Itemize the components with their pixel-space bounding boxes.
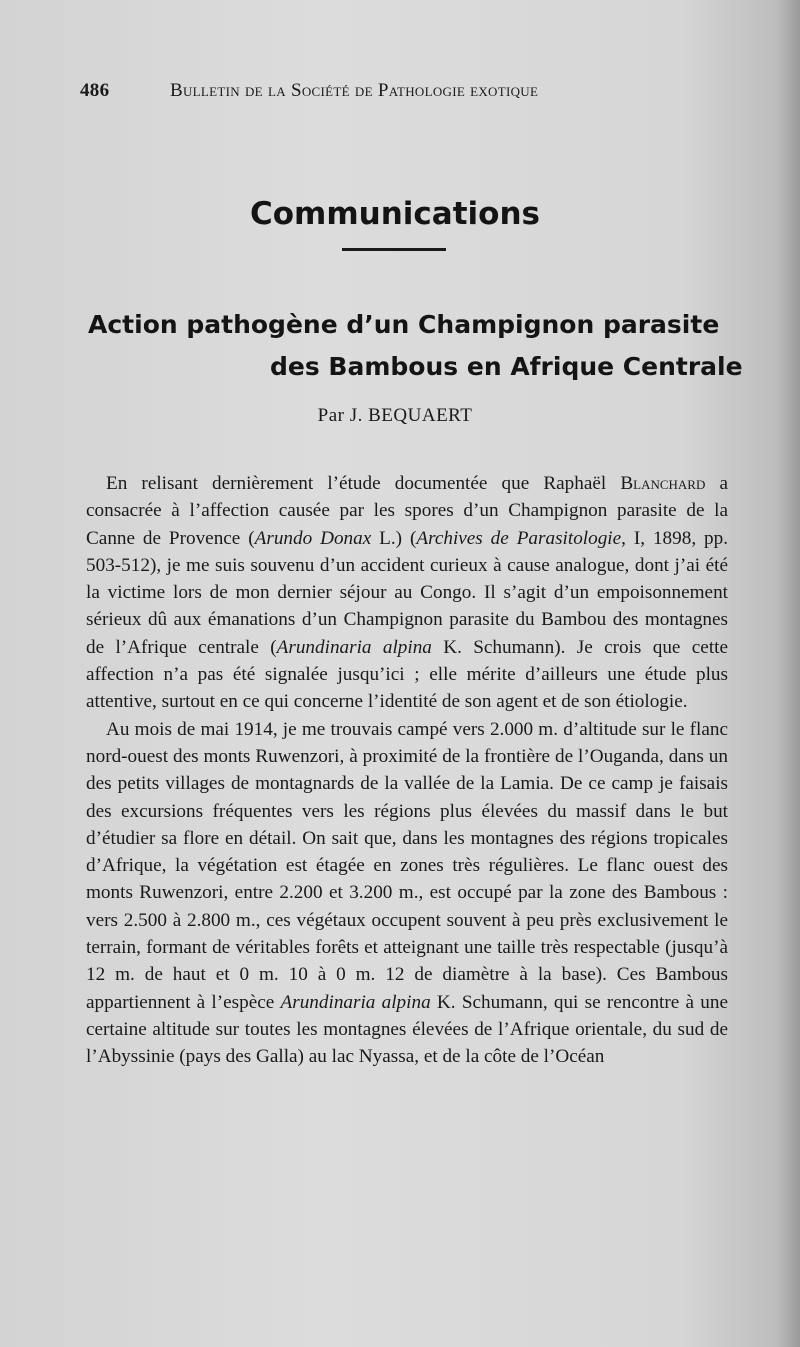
text-span: Au mois de mai 1914, je me trouvais campé vers 2.000 m. d’altitude sur le flanc nord-ouest des monts Ruwenzori, à proximité de la frontière de l’Ouganda, dans un des petits villages de montagnards de la vallée de la Lamia. De ce camp je faisais des excursions fréquentes vers les régions plus élevées du massif dans le but d’étudier sa flore en détail. On sait que, dans les montagnes des régions tropicales d’Afrique, la végétation est étagée en zones très régulières. Le flanc ouest des monts Ruwenzori, entre 2.200 et 3.200 m., est occupé par la zone des Bambous : vers 2.500 à 2.800 m., ces végétaux occupent souvent à peu près exclusivement le terrain, formant de véritables forêts et atteignant une taille très respectable (jusqu’à 12 m. de haut et 0 m. 10 à 0 m. 12 de diamètre à la base). Ces Bambous appartiennent à l’espèce bbox=[86, 718, 728, 1013]
paragraph-2 bbox=[86, 716, 728, 1071]
text-span: , I, 1898, pp. 503-512), je me suis souvenu d’un accident curieux à cause analogue, dont j’ai été la victime lors de mon dernier séjour au Congo. Il s’agit d’un empoisonnement sérieux dû aux émanations d’un Champignon parasite du Bambou des montagnes de l’Afrique centrale ( bbox=[86, 527, 729, 658]
journal-title: Bulletin de la Société de Pathologie exotique bbox=[170, 80, 539, 101]
page-number: 486 bbox=[80, 80, 110, 101]
article-title-line-1: Action pathogène d’un Champignon parasite bbox=[88, 310, 720, 339]
section-title: Communications bbox=[250, 196, 540, 232]
author-byline: Par J. BEQUAERT bbox=[317, 405, 473, 426]
author-name-smallcaps: Blanchard bbox=[620, 473, 706, 494]
text-span: a consacrée à l’affection causée par les spores d’un Champignon parasite de la Canne de Provence ( bbox=[86, 473, 728, 549]
running-header bbox=[80, 80, 740, 102]
species-name: Arundinaria alpina bbox=[276, 636, 432, 658]
species-name: Arundo Donax bbox=[254, 527, 372, 549]
title-divider bbox=[342, 248, 446, 251]
species-name: Arundinaria alpina bbox=[280, 991, 431, 1013]
text-span: K. Schumann, qui se rencontre à une certaine altitude sur toutes les montagnes élevées de l’Afrique orientale, du sud de l’Abyssinie (pays des Galla) au lac Nyassa, et de la côte de l’Océan bbox=[86, 991, 729, 1068]
journal-citation: Archives de Parasitologie bbox=[416, 527, 622, 549]
text-span: En relisant dernièrement l’étude documentée que Raphaël bbox=[106, 473, 621, 494]
article-body bbox=[86, 470, 728, 1071]
paragraph-1 bbox=[86, 470, 728, 716]
text-span: K. Schumann). Je crois que cette affection n’a pas été signalée jusqu’ici ; elle mérite d’ailleurs une étude plus attentive, surtout en ce qui concerne l’identité de son agent et de son étiologie. bbox=[86, 636, 728, 713]
article-title-line-2: des Bambous en Afrique Centrale bbox=[270, 352, 743, 381]
text-span: L.) ( bbox=[371, 527, 417, 549]
